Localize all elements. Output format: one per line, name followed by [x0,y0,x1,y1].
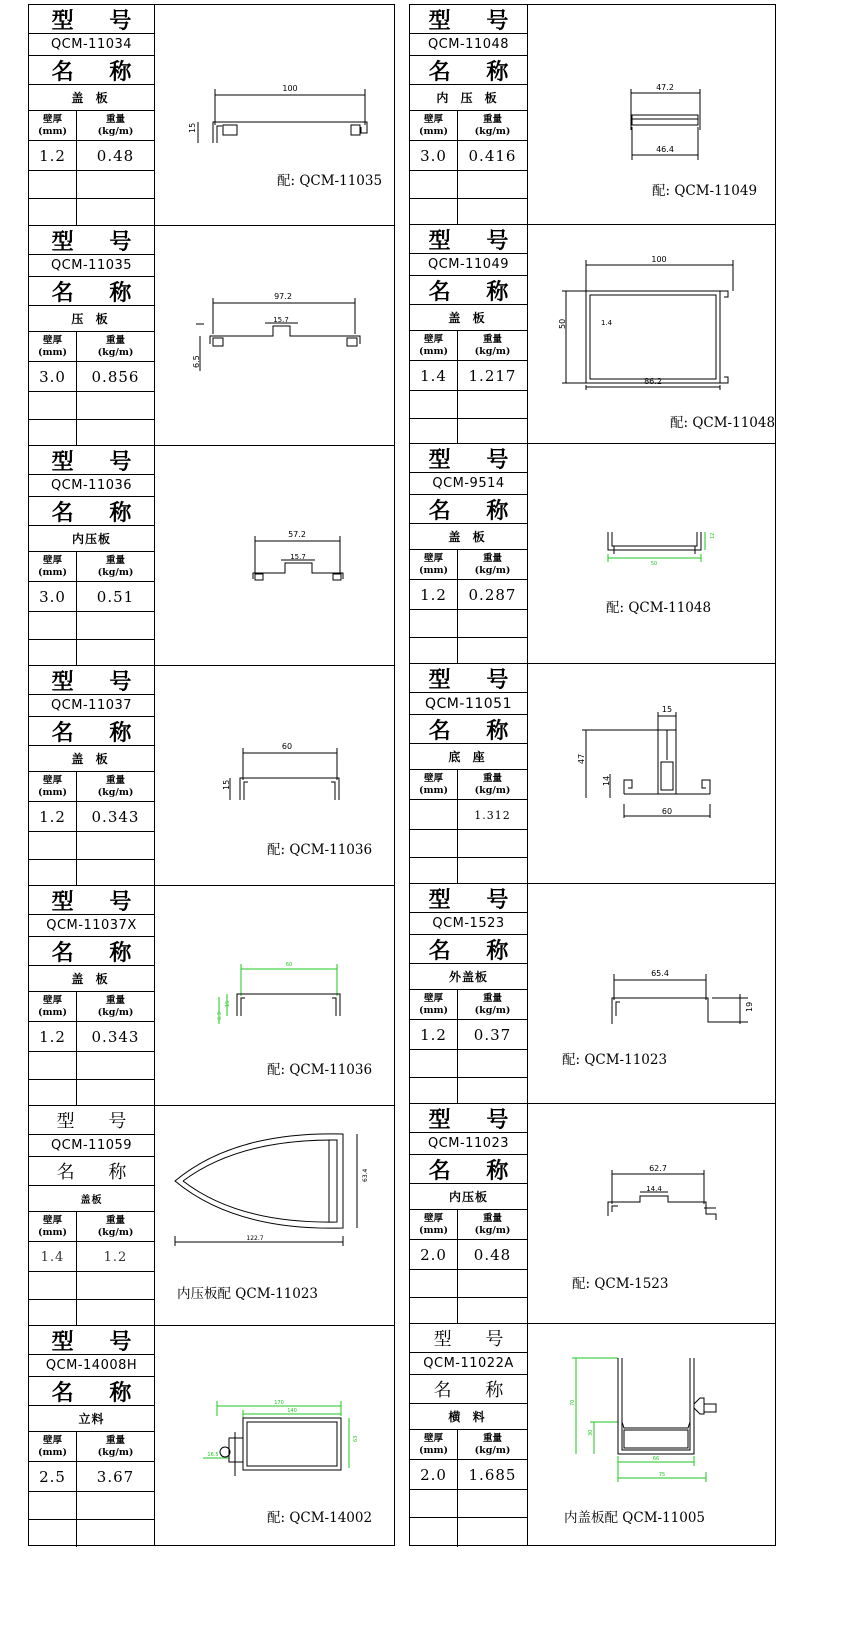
weight-value: 1.217 [468,367,517,385]
profile-card-qcm-11036 [28,445,395,666]
dim-height: 63.4 [362,1168,369,1182]
spec-table [29,666,155,885]
model-code: QCM-11035 [29,255,154,277]
dim-overall-width: 75 [658,1472,666,1478]
profile-card-qcm-11037 [28,665,395,886]
weight-label: 重量 [482,1433,502,1444]
dim-body-width: 140 [287,1408,297,1414]
model-label: 型 号 [410,884,527,913]
dim-width: 62.7 [649,1164,667,1173]
dim-width: 60 [281,742,293,751]
profile-drawing [155,1326,394,1545]
thickness-label: 壁厚 [42,335,62,346]
dim-width: 97.2 [274,292,292,301]
thickness-value: 2.0 [420,1246,447,1264]
thickness-value: 2.5 [39,1468,66,1486]
weight-unit: (kg/m) [474,346,511,357]
dim-top: 47.2 [656,83,674,92]
thickness-value: 1.2 [39,808,66,826]
weight-unit: (kg/m) [97,1007,134,1018]
matching-note: 内盖板配 QCM-11005 [564,1510,706,1526]
weight-label: 重量 [105,775,125,786]
model-label: 型 号 [29,666,154,695]
profile-drawing [155,5,394,225]
profile-name: 压 板 [29,306,154,332]
profile-card-qcm-11037x [28,885,395,1106]
profile-name: 横 料 [410,1404,527,1430]
thickness-value: 2.0 [420,1466,447,1484]
name-label: 名 称 [29,1377,154,1406]
thickness-value: 1.4 [420,367,447,385]
profile-card-qcm-1523 [409,883,776,1104]
dim-height: 47 [577,753,586,764]
thickness-label: 壁厚 [423,334,443,345]
thickness-label: 壁厚 [42,1215,62,1226]
profile-card-qcm-9514 [409,443,776,664]
spec-table [29,886,155,1105]
spec-table [29,1106,155,1325]
dim-width: 50 [650,561,658,567]
spec-table [410,5,528,224]
thickness-unit: (mm) [418,1225,449,1236]
thickness-unit: (mm) [418,346,449,357]
dim-height: 19 [745,1001,754,1012]
thickness-label: 壁厚 [423,1213,443,1224]
matching-note: 配: QCM-11048 [606,600,712,616]
weight-unit: (kg/m) [474,1005,511,1016]
weight-value: 0.37 [473,1026,512,1044]
model-label: 型 号 [410,5,527,34]
profile-drawing [155,1106,394,1325]
weight-unit: (kg/m) [97,347,134,358]
dim-height: 50 [558,318,567,329]
dim-height: 6.5 [192,355,201,368]
matching-note: 内压板配 QCM-11023 [177,1286,319,1302]
profile-drawing [528,5,775,224]
weight-value: 0.343 [91,808,140,826]
weight-label: 重量 [482,553,502,564]
name-label: 名 称 [410,1155,527,1184]
model-code: QCM-11036 [29,475,154,497]
weight-value: 0.856 [91,368,140,386]
thickness-unit: (mm) [37,1007,68,1018]
name-label: 名 称 [29,497,154,526]
model-code: QCM-11037X [29,915,154,937]
weight-value: 1.312 [474,808,511,822]
spec-table [410,1104,528,1323]
model-code: QCM-11059 [29,1135,154,1157]
weight-label: 重量 [105,995,125,1006]
thickness-label: 壁厚 [42,114,62,125]
model-label: 型 号 [29,1326,154,1355]
model-label: 型 号 [410,1324,527,1353]
profile-drawing [528,1104,775,1323]
spec-table [410,1324,528,1545]
thickness-label: 壁厚 [42,775,62,786]
thickness-value: 1.2 [420,1026,447,1044]
profile-name: 内压板 [29,526,154,552]
weight-label: 重量 [482,114,502,125]
weight-unit: (kg/m) [474,126,511,137]
thickness-value [410,800,457,830]
weight-value: 0.416 [468,147,517,165]
name-label: 名 称 [410,56,527,85]
dim-height: 63 [353,1435,359,1442]
matching-note: 配: QCM-11049 [652,183,758,199]
profile-drawing [155,666,394,885]
profile-card-qcm-11023 [409,1103,776,1324]
dim-lower: 30 [588,1429,594,1436]
model-label: 型 号 [29,5,154,34]
model-label: 型 号 [29,226,154,255]
dim-wall: 1.4 [601,319,613,327]
dim-base-height: 14 [602,775,611,786]
dim-inner-width: 66 [652,1456,660,1462]
dim-height: 12 [710,532,716,539]
profile-card-qcm-11035 [28,225,395,446]
spec-table [29,446,155,665]
profile-drawing [528,1324,775,1545]
weight-unit: (kg/m) [474,1225,511,1236]
profile-card-qcm-11022a [409,1323,776,1546]
profile-drawing [528,664,775,883]
name-label: 名 称 [29,937,154,966]
profile-drawing [155,226,394,445]
dim-height: 70 [570,1399,576,1406]
thickness-value: 1.2 [39,147,66,165]
profile-name: 盖 板 [29,966,154,992]
weight-label: 重量 [482,993,502,1004]
profile-drawing [528,444,775,663]
dim-width: 100 [282,84,298,93]
dim-top: 15 [661,705,673,714]
profile-name: 立料 [29,1406,154,1432]
matching-note: 配: QCM-11023 [562,1052,668,1068]
weight-unit: (kg/m) [474,1445,511,1456]
weight-unit: (kg/m) [97,787,134,798]
thickness-label: 壁厚 [423,553,443,564]
dim-lip: 6.3 [217,1012,223,1020]
profile-name: 盖 板 [29,85,154,111]
dim-inner: 86.2 [644,377,662,386]
dim-lug: 16.5 [207,1452,219,1458]
dim-width: 100 [651,255,667,264]
weight-label: 重量 [482,334,502,345]
spec-table [29,5,155,225]
name-label: 名 称 [29,277,154,306]
dim-width: 65.4 [651,969,669,978]
weight-value: 0.51 [96,588,135,606]
thickness-value: 3.0 [420,147,447,165]
dim-height: 15 [188,122,197,133]
weight-unit: (kg/m) [97,126,134,137]
thickness-label: 壁厚 [423,993,443,1004]
weight-label: 重量 [105,555,125,566]
thickness-unit: (mm) [418,785,449,796]
thickness-unit: (mm) [37,126,68,137]
model-code: QCM-11049 [410,254,527,276]
thickness-unit: (mm) [418,565,449,576]
weight-value: 1.2 [103,1249,128,1265]
profile-drawing [155,446,394,665]
model-code: QCM-11048 [410,34,527,56]
thickness-value: 1.4 [40,1249,65,1265]
weight-label: 重量 [105,335,125,346]
profile-card-qcm-11059 [28,1105,395,1326]
model-code: QCM-14008H [29,1355,154,1377]
weight-unit: (kg/m) [474,785,511,796]
dim-height: 15 [222,779,231,790]
dim-width: 122.7 [246,1235,264,1242]
weight-label: 重量 [482,1213,502,1224]
weight-value: 0.287 [468,586,517,604]
dim-tongue: 15.7 [273,316,289,324]
profile-card-qcm-11048 [409,4,776,225]
thickness-value: 1.2 [39,1028,66,1046]
profile-card-qcm-11034 [28,4,395,226]
profile-name: 底 座 [410,744,527,770]
weight-value: 1.685 [468,1466,517,1484]
model-label: 型 号 [410,1104,527,1133]
name-label: 名 称 [29,717,154,746]
model-label: 型 号 [29,886,154,915]
model-label: 型 号 [29,446,154,475]
dim-width: 60 [285,962,293,968]
weight-unit: (kg/m) [97,567,134,578]
weight-unit: (kg/m) [474,565,511,576]
thickness-value: 3.0 [39,368,66,386]
dim-tongue: 15.7 [290,553,306,561]
name-label: 名 称 [410,935,527,964]
thickness-unit: (mm) [37,347,68,358]
profile-drawing [155,886,394,1105]
dim-overall-width: 170 [274,1400,284,1406]
model-code: QCM-11034 [29,34,154,56]
thickness-unit: (mm) [37,787,68,798]
model-label: 型 号 [410,225,527,254]
profile-card-qcm-14008h [28,1325,395,1546]
thickness-label: 壁厚 [42,1435,62,1446]
thickness-unit: (mm) [418,1005,449,1016]
model-code: QCM-11051 [410,693,527,715]
thickness-value: 3.0 [39,588,66,606]
matching-note: 配: QCM-11036 [267,1062,373,1078]
spec-table [410,884,528,1103]
profile-name: 盖 板 [410,305,527,331]
thickness-unit: (mm) [37,1227,68,1238]
thickness-unit: (mm) [418,126,449,137]
name-label: 名 称 [410,495,527,524]
thickness-unit: (mm) [37,567,68,578]
weight-label: 重量 [105,114,125,125]
thickness-unit: (mm) [418,1445,449,1456]
profile-card-qcm-11049 [409,224,776,444]
thickness-label: 壁厚 [423,114,443,125]
thickness-unit: (mm) [37,1447,68,1458]
weight-value: 0.48 [96,147,135,165]
dim-bottom: 46.4 [656,145,674,154]
profile-drawing [528,225,775,443]
weight-label: 重量 [105,1435,125,1446]
thickness-label: 壁厚 [423,773,443,784]
profile-name: 盖板 [29,1186,154,1212]
name-label: 名 称 [410,1375,527,1404]
profile-name: 盖 板 [29,746,154,772]
profile-name: 内压板 [410,1184,527,1210]
dim-height: 15 [225,1000,231,1007]
model-label: 型 号 [29,1106,154,1135]
spec-table [410,664,528,883]
profile-name: 外盖板 [410,964,527,990]
dim-base-width: 60 [661,807,673,816]
model-code: QCM-11022A [410,1353,527,1375]
thickness-label: 壁厚 [42,995,62,1006]
spec-table [410,225,528,443]
weight-unit: (kg/m) [97,1447,134,1458]
name-label: 名 称 [29,1157,154,1186]
thickness-label: 壁厚 [423,1433,443,1444]
matching-note: 配: QCM-1523 [572,1276,669,1292]
weight-label: 重量 [105,1215,125,1226]
thickness-label: 壁厚 [42,555,62,566]
spec-table [410,444,528,663]
name-label: 名 称 [410,276,527,305]
name-label: 名 称 [410,715,527,744]
weight-unit: (kg/m) [97,1227,134,1238]
profile-drawing [528,884,775,1103]
model-code: QCM-11037 [29,695,154,717]
profile-card-qcm-11051 [409,663,776,884]
profile-name: 内 压 板 [410,85,527,111]
weight-value: 0.48 [473,1246,512,1264]
weight-label: 重量 [482,773,502,784]
matching-note: 配: QCM-11035 [277,173,383,189]
matching-note: 配: QCM-14002 [267,1510,373,1526]
profile-name: 盖 板 [410,524,527,550]
weight-value: 3.67 [96,1468,135,1486]
model-label: 型 号 [410,664,527,693]
model-code: QCM-1523 [410,913,527,935]
model-code: QCM-9514 [410,473,527,495]
spec-table [29,1326,155,1545]
name-label: 名 称 [29,56,154,85]
thickness-value: 1.2 [420,586,447,604]
model-label: 型 号 [410,444,527,473]
weight-value: 0.343 [91,1028,140,1046]
model-code: QCM-11023 [410,1133,527,1155]
matching-note: 配: QCM-11036 [267,842,373,858]
dim-tongue: 14.4 [646,1185,662,1193]
matching-note: 配: QCM-11048 [670,415,776,431]
spec-table [29,226,155,445]
dim-width: 57.2 [288,530,306,539]
